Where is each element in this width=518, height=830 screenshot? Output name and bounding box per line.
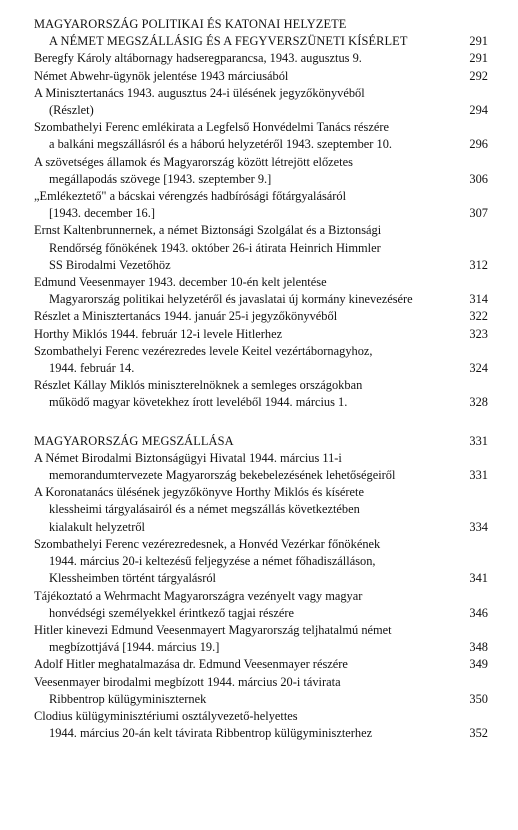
entry-title [34, 484, 448, 536]
entry-title [34, 622, 448, 656]
entry-title-line: Ernst Kaltenbrunnernek, a német Biztonsági Szolgálat és a Biztonsági [34, 223, 382, 238]
entry-title [34, 377, 448, 411]
entry-title-line: Részlet a Minisztertanács 1944. január 25-i jegyzőkönyvéből [34, 309, 338, 324]
entry-title-line: memorandumtervezete Magyarország bekebelezésének lehetőségeiről [49, 468, 396, 483]
toc-entry[interactable] [34, 377, 488, 411]
page-number: 331 [469, 468, 488, 483]
entry-title-line: Német Abwehr-ügynök jelentése 1943 márciusából [34, 68, 289, 83]
toc-entry[interactable] [34, 622, 488, 656]
entry-title [34, 50, 448, 67]
entry-title-line: A Minisztertanács 1943. augusztus 24-i ülésének jegyzőkönyvéből [34, 85, 365, 100]
entry-title-line: Beregfy Károly altábornagy hadseregparancsa, 1943. augusztus 9. [34, 51, 362, 66]
toc-entry[interactable] [34, 484, 488, 536]
toc-entry[interactable] [34, 343, 488, 377]
toc-entry[interactable] [34, 450, 488, 484]
entry-title [34, 68, 448, 85]
entry-title-line: A Koronatanács ülésének jegyzőkönyve Horthy Miklós és kísérete [34, 485, 364, 500]
page-number: 348 [469, 640, 488, 655]
toc-entry[interactable] [34, 119, 488, 153]
entry-title [34, 588, 448, 622]
page-number: 328 [469, 395, 488, 410]
entry-title-line: Szombathelyi Ferenc vezérezredesnek, a Honvéd Vezérkar főnökének [34, 536, 381, 551]
entry-title-line: kialakult helyzetről [49, 519, 145, 534]
toc-entry[interactable] [34, 656, 488, 673]
entry-title-line: 1944. február 14. [49, 361, 135, 376]
toc-entry[interactable] [34, 274, 488, 308]
page-number: 324 [469, 361, 488, 376]
entry-title-line: 1944. március 20-i keltezésű feljegyzése a német főhadiszálláson, [49, 554, 376, 569]
entry-title-line: Veesenmayer birodalmi megbízott 1944. március 20-i távirata [34, 674, 341, 689]
section-heading-entry[interactable] [34, 16, 488, 50]
entry-title [34, 450, 448, 484]
entry-title [34, 674, 448, 708]
page-number: 296 [469, 137, 488, 152]
toc-entry[interactable] [34, 536, 488, 588]
entry-title-line: honvédségi személyekkel érintkező tagjai részére [49, 605, 294, 620]
page-number: 350 [469, 691, 488, 706]
entry-title [34, 154, 448, 188]
page-number: 331 [469, 433, 488, 448]
entry-title-line: Clodius külügyminisztériumi osztályvezető-helyettes [34, 708, 298, 723]
entry-title [34, 85, 448, 119]
entry-title-line: Részlet Kállay Miklós miniszterelnöknek a semleges országokban [34, 378, 363, 393]
section-spacer [34, 412, 488, 433]
entry-title [34, 343, 448, 377]
page-number: 349 [469, 657, 488, 672]
toc-entry[interactable] [34, 674, 488, 708]
entry-title-line: klessheimi tárgyalásairól és a német megszállás következtében [49, 502, 360, 517]
entry-title-line: Szombathelyi Ferenc emlékirata a Legfelső Honvédelmi Tanács részére [34, 120, 389, 135]
toc-entry[interactable] [34, 326, 488, 343]
entry-title-line: Adolf Hitler meghatalmazása dr. Edmund Veesenmayer részére [34, 657, 348, 672]
entry-title [34, 16, 448, 50]
toc-section [34, 16, 488, 412]
entry-title-line: MAGYARORSZÁG POLITIKAI ÉS KATONAI HELYZETE [34, 17, 347, 31]
entry-title-line: Ribbentrop külügyminiszternek [49, 691, 207, 706]
page-number: 307 [469, 206, 488, 221]
entry-title-line: [1943. december 16.] [49, 206, 155, 221]
toc-entry[interactable] [34, 188, 488, 222]
entry-title-line: 1944. március 20-án kelt távirata Ribbentrop külügyminiszterhez [49, 726, 373, 741]
entry-title-line: MAGYARORSZÁG MEGSZÁLLÁSA [34, 433, 234, 448]
entry-title-line: a balkáni megszállásról és a háború helyzetéről 1943. szeptember 10. [49, 137, 393, 152]
page-number: 291 [469, 34, 488, 49]
entry-title-line: A Német Birodalmi Biztonságügyi Hivatal 1944. március 11-i [34, 450, 342, 465]
toc-entry[interactable] [34, 50, 488, 67]
page-number: 314 [469, 292, 488, 307]
entry-title-line: „Emlékeztető" a bácskai vérengzés hadbírósági főtárgyalásáról [34, 189, 347, 204]
toc-section [34, 433, 488, 743]
page-number: 312 [469, 257, 488, 272]
page-number: 346 [469, 605, 488, 620]
entry-title-line: megállapodás szövege [1943. szeptember 9.] [49, 171, 272, 186]
entry-title [34, 119, 448, 153]
page-number: 306 [469, 171, 488, 186]
entry-title-line: A szövetséges államok és Magyarország között létrejött előzetes [34, 154, 353, 169]
toc-entry[interactable] [34, 68, 488, 85]
entry-title-line: SS Birodalmi Vezetőhöz [49, 257, 171, 272]
entry-title-line: Szombathelyi Ferenc vezérezredes levele Keitel vezértábornagyhoz, [34, 343, 373, 358]
page-number: 291 [469, 51, 488, 66]
entry-title-line: Edmund Veesenmayer 1943. december 10-én kelt jelentése [34, 275, 327, 290]
page-number: 323 [469, 326, 488, 341]
section-heading-entry[interactable] [34, 433, 488, 450]
entry-title-line: Rendőrség főnökének 1943. október 26-i átirata Heinrich Himmler [49, 240, 381, 255]
toc-entry[interactable] [34, 588, 488, 622]
entry-title [34, 326, 448, 343]
page-number: 352 [469, 726, 488, 741]
page-number: 334 [469, 519, 488, 534]
entry-title-line: Tájékoztató a Wehrmacht Magyarországra vezényelt vagy magyar [34, 588, 363, 603]
entry-title-line: Hitler kinevezi Edmund Veesenmayert Magyarország teljhatalmú német [34, 622, 392, 637]
page-number: 292 [469, 68, 488, 83]
page-number: 294 [469, 103, 488, 118]
entry-title-line: A NÉMET MEGSZÁLLÁSIG ÉS A FEGYVERSZÜNETI KÍSÉRLET [49, 34, 408, 49]
entry-title [34, 708, 448, 742]
entry-title-line: megbízottjává [1944. március 19.] [49, 640, 220, 655]
page-number: 341 [469, 571, 488, 586]
entry-title-line: Horthy Miklós 1944. február 12-i levele Hitlerhez [34, 326, 283, 341]
page-number: 322 [469, 309, 488, 324]
toc-entry[interactable] [34, 85, 488, 119]
entry-title [34, 308, 448, 325]
entry-title-line: működő magyar követekhez írott leveléből 1944. március 1. [49, 395, 348, 410]
entry-title [34, 656, 448, 673]
entry-title-line: (Részlet) [49, 103, 94, 118]
entry-title [34, 536, 448, 588]
entry-title [34, 433, 448, 450]
entry-title-line: Magyarország politikai helyzetéről és javaslatai új kormány kinevezésére [49, 292, 413, 307]
table-of-contents [34, 16, 488, 742]
toc-entry[interactable] [34, 308, 488, 325]
entry-title [34, 222, 448, 274]
toc-entry[interactable] [34, 154, 488, 188]
entry-title [34, 274, 448, 308]
entry-title-line: Klessheimben történt tárgyalásról [49, 571, 217, 586]
entry-title [34, 188, 448, 222]
toc-entry[interactable] [34, 222, 488, 274]
toc-entry[interactable] [34, 708, 488, 742]
